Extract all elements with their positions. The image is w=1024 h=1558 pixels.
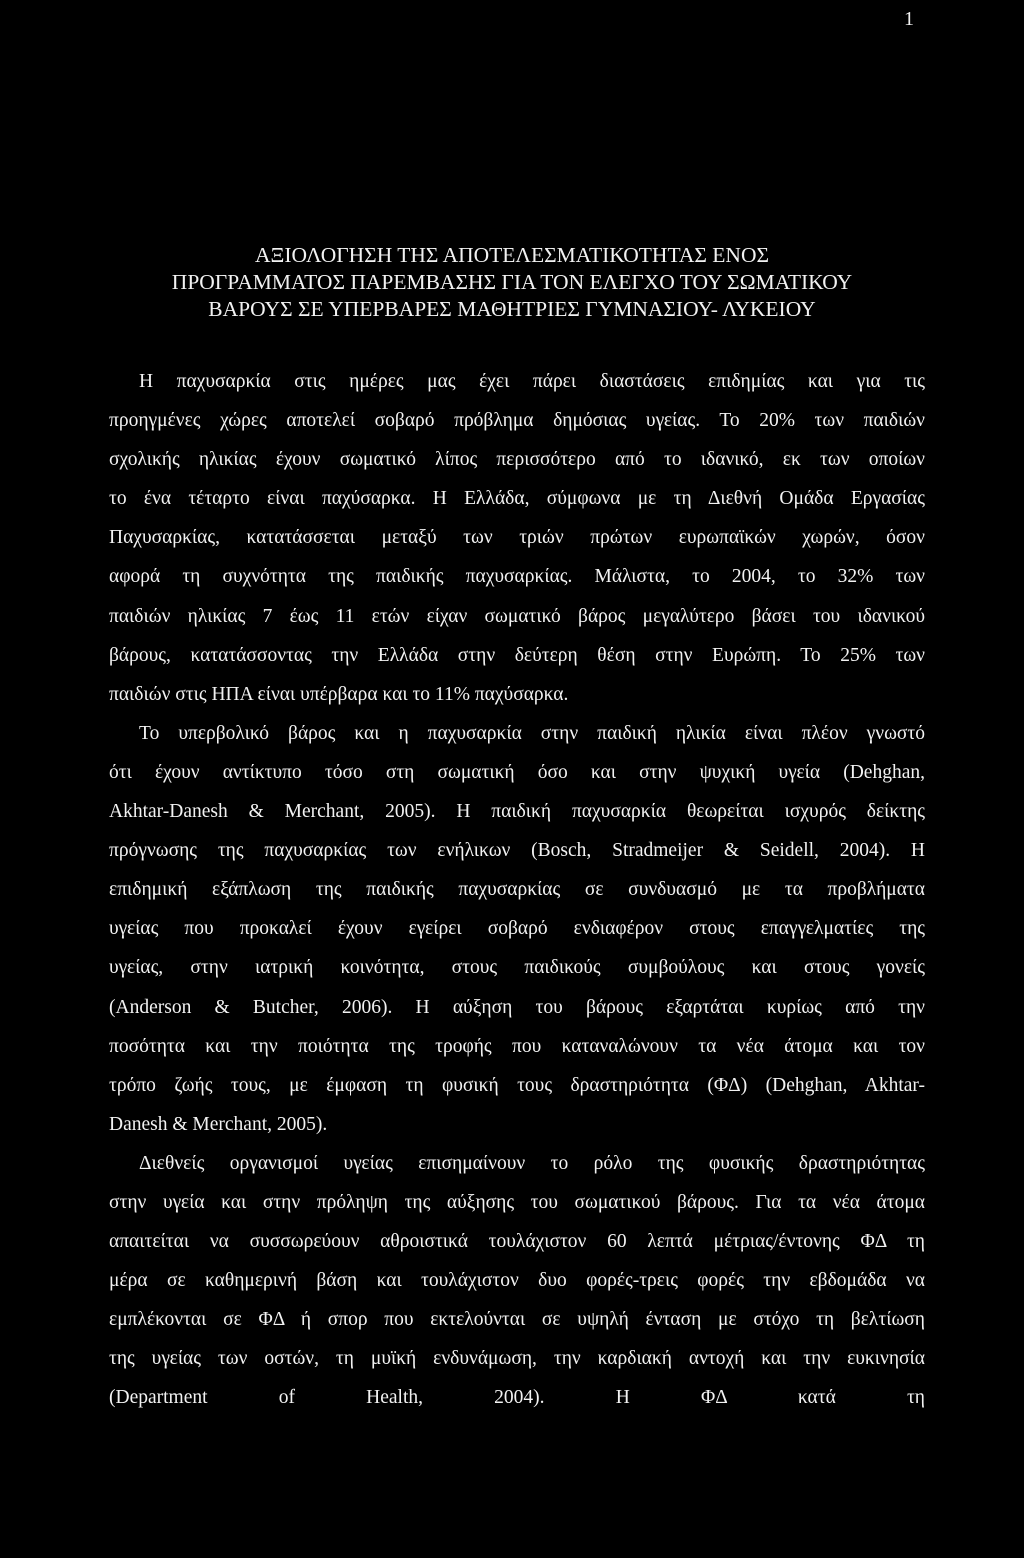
text-line: (Department of Health, 2004). Η ΦΔ κατά τη xyxy=(109,1387,925,1409)
text-line: το ένα τέταρτο είναι παχύσαρκα. Η Ελλάδα, σύμφωνα με τη Διεθνή Ομάδα Εργασίας xyxy=(109,488,925,510)
text-line: μέρα σε καθημερινή βάση και τουλάχιστον δυο φορές-τρεις φορές την εβδομάδα να xyxy=(109,1270,925,1292)
title-line: ΒΑΡΟΥΣ ΣΕ ΥΠΕΡΒΑΡΕΣ ΜΑΘΗΤΡΙΕΣ ΓΥΜΝΑΣΙΟΥ- ΛΥΚΕΙΟΥ xyxy=(208,297,816,321)
text-line: υγείας που προκαλεί έχουν εγείρει σοβαρό ενδιαφέρον στους επαγγελματίες της xyxy=(109,918,925,940)
document-title xyxy=(80,242,944,323)
text-line: σχολικής ηλικίας έχουν σωματικό λίπος περισσότερο από το ιδανικό, εκ των οποίων xyxy=(109,449,925,471)
text-line: ότι έχουν αντίκτυπο τόσο στη σωματική όσο και στην ψυχική υγεία (Dehghan, xyxy=(109,761,925,783)
text-line: Η παχυσαρκία στις ημέρες μας έχει πάρει διαστάσεις επιδημίας και για τις xyxy=(139,371,925,392)
body-text xyxy=(109,362,925,1418)
text-line: ποσότητα και την ποιότητα της τροφής που καταναλώνουν τα νέα άτομα και τον xyxy=(109,1035,925,1057)
text-line: απαιτείται να συσσωρεύουν αθροιστικά τουλάχιστον 60 λεπτά μέτριας/έντονης ΦΔ τη xyxy=(109,1231,925,1253)
text-line: προηγμένες χώρες αποτελεί σοβαρό πρόβλημα δημόσιας υγείας. Το 20% των παιδιών xyxy=(109,410,925,432)
text-line: (Anderson & Butcher, 2006). Η αύξηση του βάρους εξαρτάται κυρίως από την xyxy=(109,996,925,1018)
text-line: Παχυσαρκίας, κατατάσσεται μεταξύ των τριών πρώτων ευρωπαϊκών χωρών, όσον xyxy=(109,527,925,549)
text-line: Διεθνείς οργανισμοί υγείας επισημαίνουν το ρόλο της φυσικής δραστηριότητας xyxy=(139,1152,925,1174)
text-line: επιδημική εξάπλωση της παιδικής παχυσαρκίας σε συνδυασμό με τα προβλήματα xyxy=(109,879,925,901)
text-line: Το υπερβολικό βάρος και η παχυσαρκία στην παιδική ηλικία είναι πλέον γνωστό xyxy=(139,722,925,744)
text-line: υγείας, στην ιατρική κοινότητα, στους παιδικούς συμβούλους και στους γονείς xyxy=(109,957,925,979)
text-line: παιδιών στις ΗΠΑ είναι υπέρβαρα και το 11% παχύσαρκα. xyxy=(109,683,569,705)
text-line: παιδιών ηλικίας 7 έως 11 ετών είχαν σωματικό βάρος μεγαλύτερο βάσει του ιδανικού xyxy=(109,605,925,627)
text-line: της υγείας των οστών, τη μυϊκή ενδυνάμωση, την καρδιακή αντοχή και την ευκινησία xyxy=(109,1348,925,1370)
text-line: τρόπο ζωής τους, με έμφαση τη φυσική τους δραστηριότητα (ΦΔ) (Dehghan, Akhtar- xyxy=(109,1074,925,1096)
text-line: εμπλέκονται σε ΦΔ ή σπορ που εκτελούνται σε υψηλή ένταση με στόχο τη βελτίωση xyxy=(109,1309,925,1331)
text-line: βάρους, κατατάσσοντας την Ελλάδα στην δεύτερη θέση στην Ευρώπη. Το 25% των xyxy=(109,644,925,666)
text-line: Danesh & Merchant, 2005). xyxy=(109,1113,328,1135)
text-line: στην υγεία και στην πρόληψη της αύξησης του σωματικού βάρους. Για τα νέα άτομα xyxy=(109,1191,925,1213)
title-line: ΑΞΙΟΛΟΓΗΣΗ ΤΗΣ ΑΠΟΤΕΛΕΣΜΑΤΙΚΟΤΗΤΑΣ ΕΝΟΣ xyxy=(254,243,769,267)
text-line: Akhtar-Danesh & Merchant, 2005). Η παιδική παχυσαρκία θεωρείται ισχυρός δείκτης xyxy=(109,801,925,823)
text-line: αφορά τη συχνότητα της παιδικής παχυσαρκίας. Μάλιστα, το 2004, το 32% των xyxy=(109,566,925,588)
title-line: ΠΡΟΓΡΑΜΜΑΤΟΣ ΠΑΡΕΜΒΑΣΗΣ ΓΙΑ ΤΟΝ ΕΛΕΓΧΟ ΤΟΥ ΣΩΜΑΤΙΚΟΥ xyxy=(171,270,853,294)
text-line: πρόγνωσης της παχυσαρκίας των ενήλικων (Bosch, Stradmeijer & Seidell, 2004). Η xyxy=(109,840,925,862)
page-number: 1 xyxy=(904,8,914,30)
